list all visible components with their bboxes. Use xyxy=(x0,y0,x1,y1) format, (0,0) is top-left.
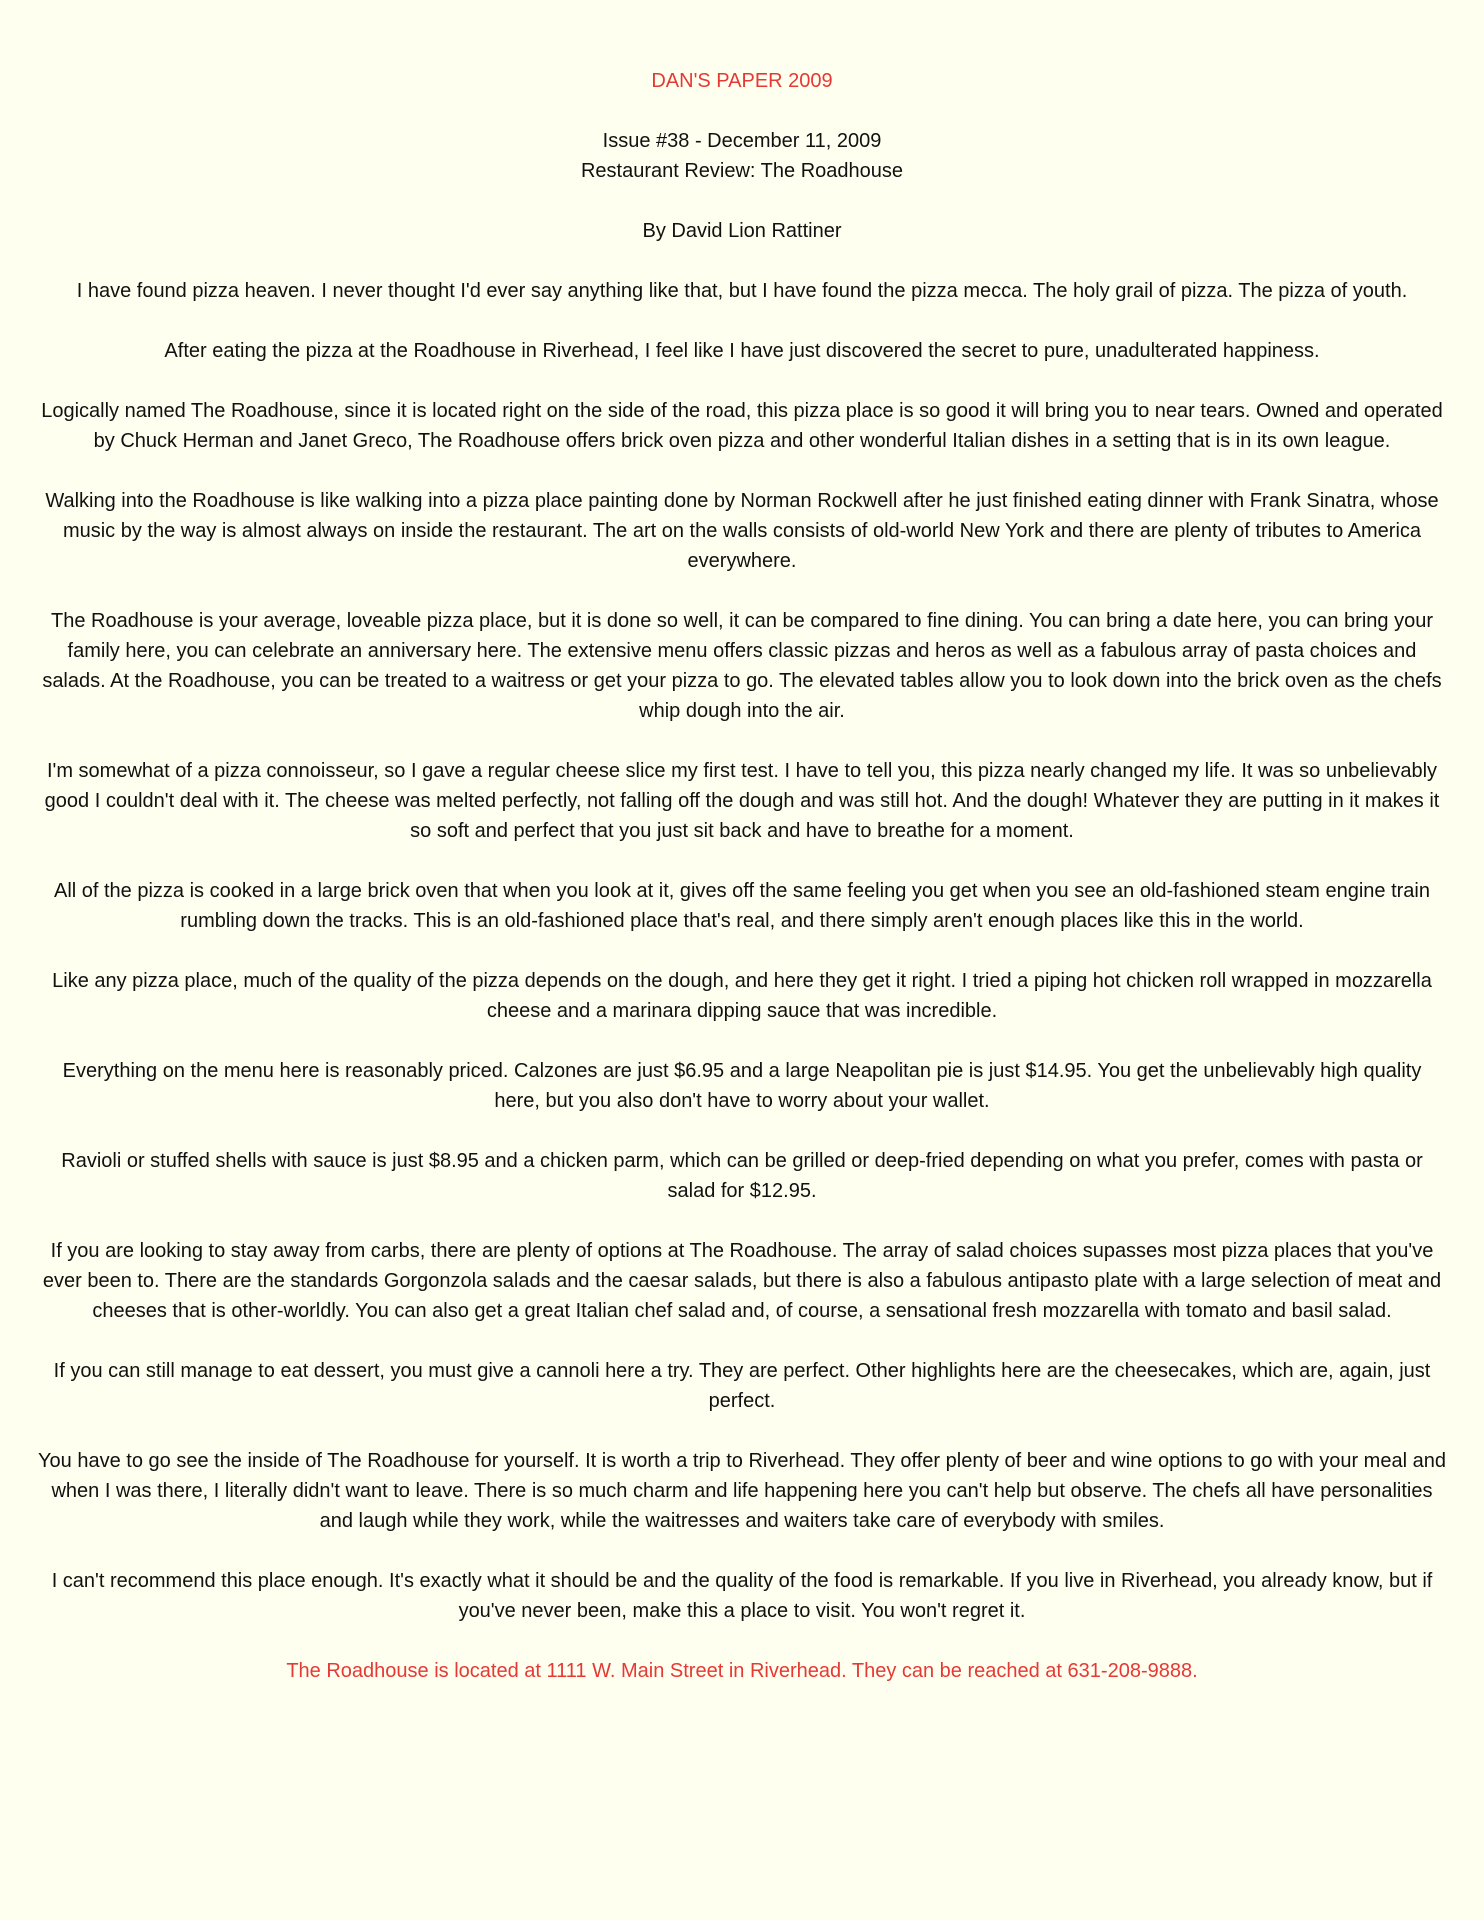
article-paragraph: If you are looking to stay away from carbs, there are plenty of options at The Roadhouse. The array of salad choices supasses most pizza places that you've ever been to. There are the standards Gorgonzola salads and the caesar salads, but there is also a fabulous antipasto plate with a large selection of meat and cheeses that is other-worldly. You can also get a great Italian chef salad and, of course, a sensational fresh mozzarella with tomato and basil salad. xyxy=(42,1240,1442,1322)
masthead: DAN'S PAPER 2009 xyxy=(651,70,833,92)
article-paragraph: Everything on the menu here is reasonably priced. Calzones are just $6.95 and a large Neapolitan pie is just $14.95. You get the unbelievably high quality here, but you also don't have to worry about your wallet. xyxy=(62,1060,1422,1112)
article-paragraph: After eating the pizza at the Roadhouse in Riverhead, I feel like I have just discovered the secret to pure, unadulterated happiness. xyxy=(164,340,1320,362)
article-paragraph: You have to go see the inside of The Roadhouse for yourself. It is worth a trip to Riverhead. They offer plenty of beer and wine options to go with your meal and when I was there, I literally didn't want to leave. There is so much charm and life happening here you can't help but observe. The chefs all have personalities and laugh while they work, while the waitresses and waiters take care of everybody with smiles. xyxy=(38,1450,1446,1532)
issue-line: Issue #38 - December 11, 2009 xyxy=(602,130,882,152)
article-paragraph: I can't recommend this place enough. It's exactly what it should be and the quality of the food is remarkable. If you live in Riverhead, you already know, but if you've never been, make this a place to visit. You won't regret it. xyxy=(51,1570,1433,1622)
article-paragraph: If you can still manage to eat dessert, you must give a cannoli here a try. They are perfect. Other highlights here are the cheesecakes, which are, again, just perfect. xyxy=(53,1360,1431,1412)
article-paragraph: Logically named The Roadhouse, since it is located right on the side of the road, this pizza place is so good it will bring you to near tears. Owned and operated by Chuck Herman and Janet Greco, The Roadhouse offers brick oven pizza and other wonderful Italian dishes in a setting that is in its own league. xyxy=(41,400,1443,452)
byline: By David Lion Rattiner xyxy=(642,220,842,242)
article-paragraph: I have found pizza heaven. I never thought I'd ever say anything like that, but I have found the pizza mecca. The holy grail of pizza. The pizza of youth. xyxy=(76,280,1408,302)
review-title: Restaurant Review: The Roadhouse xyxy=(580,160,904,182)
article-paragraph: The Roadhouse is your average, loveable pizza place, but it is done so well, it can be compared to fine dining. You can bring a date here, you can bring your family here, you can celebrate an anniversary here. The extensive menu offers classic pizzas and heros as well as a fabulous array of pasta choices and salads. At the Roadhouse, you can be treated to a waitress or get your pizza to go. The elevated tables allow you to look down into the brick oven as the chefs whip dough into the air. xyxy=(42,610,1442,722)
article-paragraph: Like any pizza place, much of the quality of the pizza depends on the dough, and here they get it right. I tried a piping hot chicken roll wrapped in mozzarella cheese and a marinara dipping sauce that was incredible. xyxy=(52,970,1432,1022)
article-paragraph: I'm somewhat of a pizza connoisseur, so I gave a regular cheese slice my first test. I have to tell you, this pizza nearly changed my life. It was so unbelievably good I couldn't deal with it. The cheese was melted perfectly, not falling off the dough and was still hot. And the dough! Whatever they are putting in it makes it so soft and perfect that you just sit back and have to breathe for a moment. xyxy=(44,760,1440,842)
article-body xyxy=(38,276,1446,1626)
article-paragraph: Ravioli or stuffed shells with sauce is just $8.95 and a chicken parm, which can be grilled or deep-fried depending on what you prefer, comes with pasta or salad for $12.95. xyxy=(61,1150,1423,1202)
article-paragraph: Walking into the Roadhouse is like walking into a pizza place painting done by Norman Rockwell after he just finished eating dinner with Frank Sinatra, whose music by the way is almost always on inside the restaurant. The art on the walls consists of old-world New York and there are plenty of tributes to America everywhere. xyxy=(45,490,1439,572)
article-paragraph: All of the pizza is cooked in a large brick oven that when you look at it, gives off the same feeling you get when you see an old-fashioned steam engine train rumbling down the tracks. This is an old-fashioned place that's real, and there simply aren't enough places like this in the world. xyxy=(53,880,1430,932)
location-note: The Roadhouse is located at 1111 W. Main Street in Riverhead. They can be reached at 631-208-9888. xyxy=(286,1660,1198,1682)
